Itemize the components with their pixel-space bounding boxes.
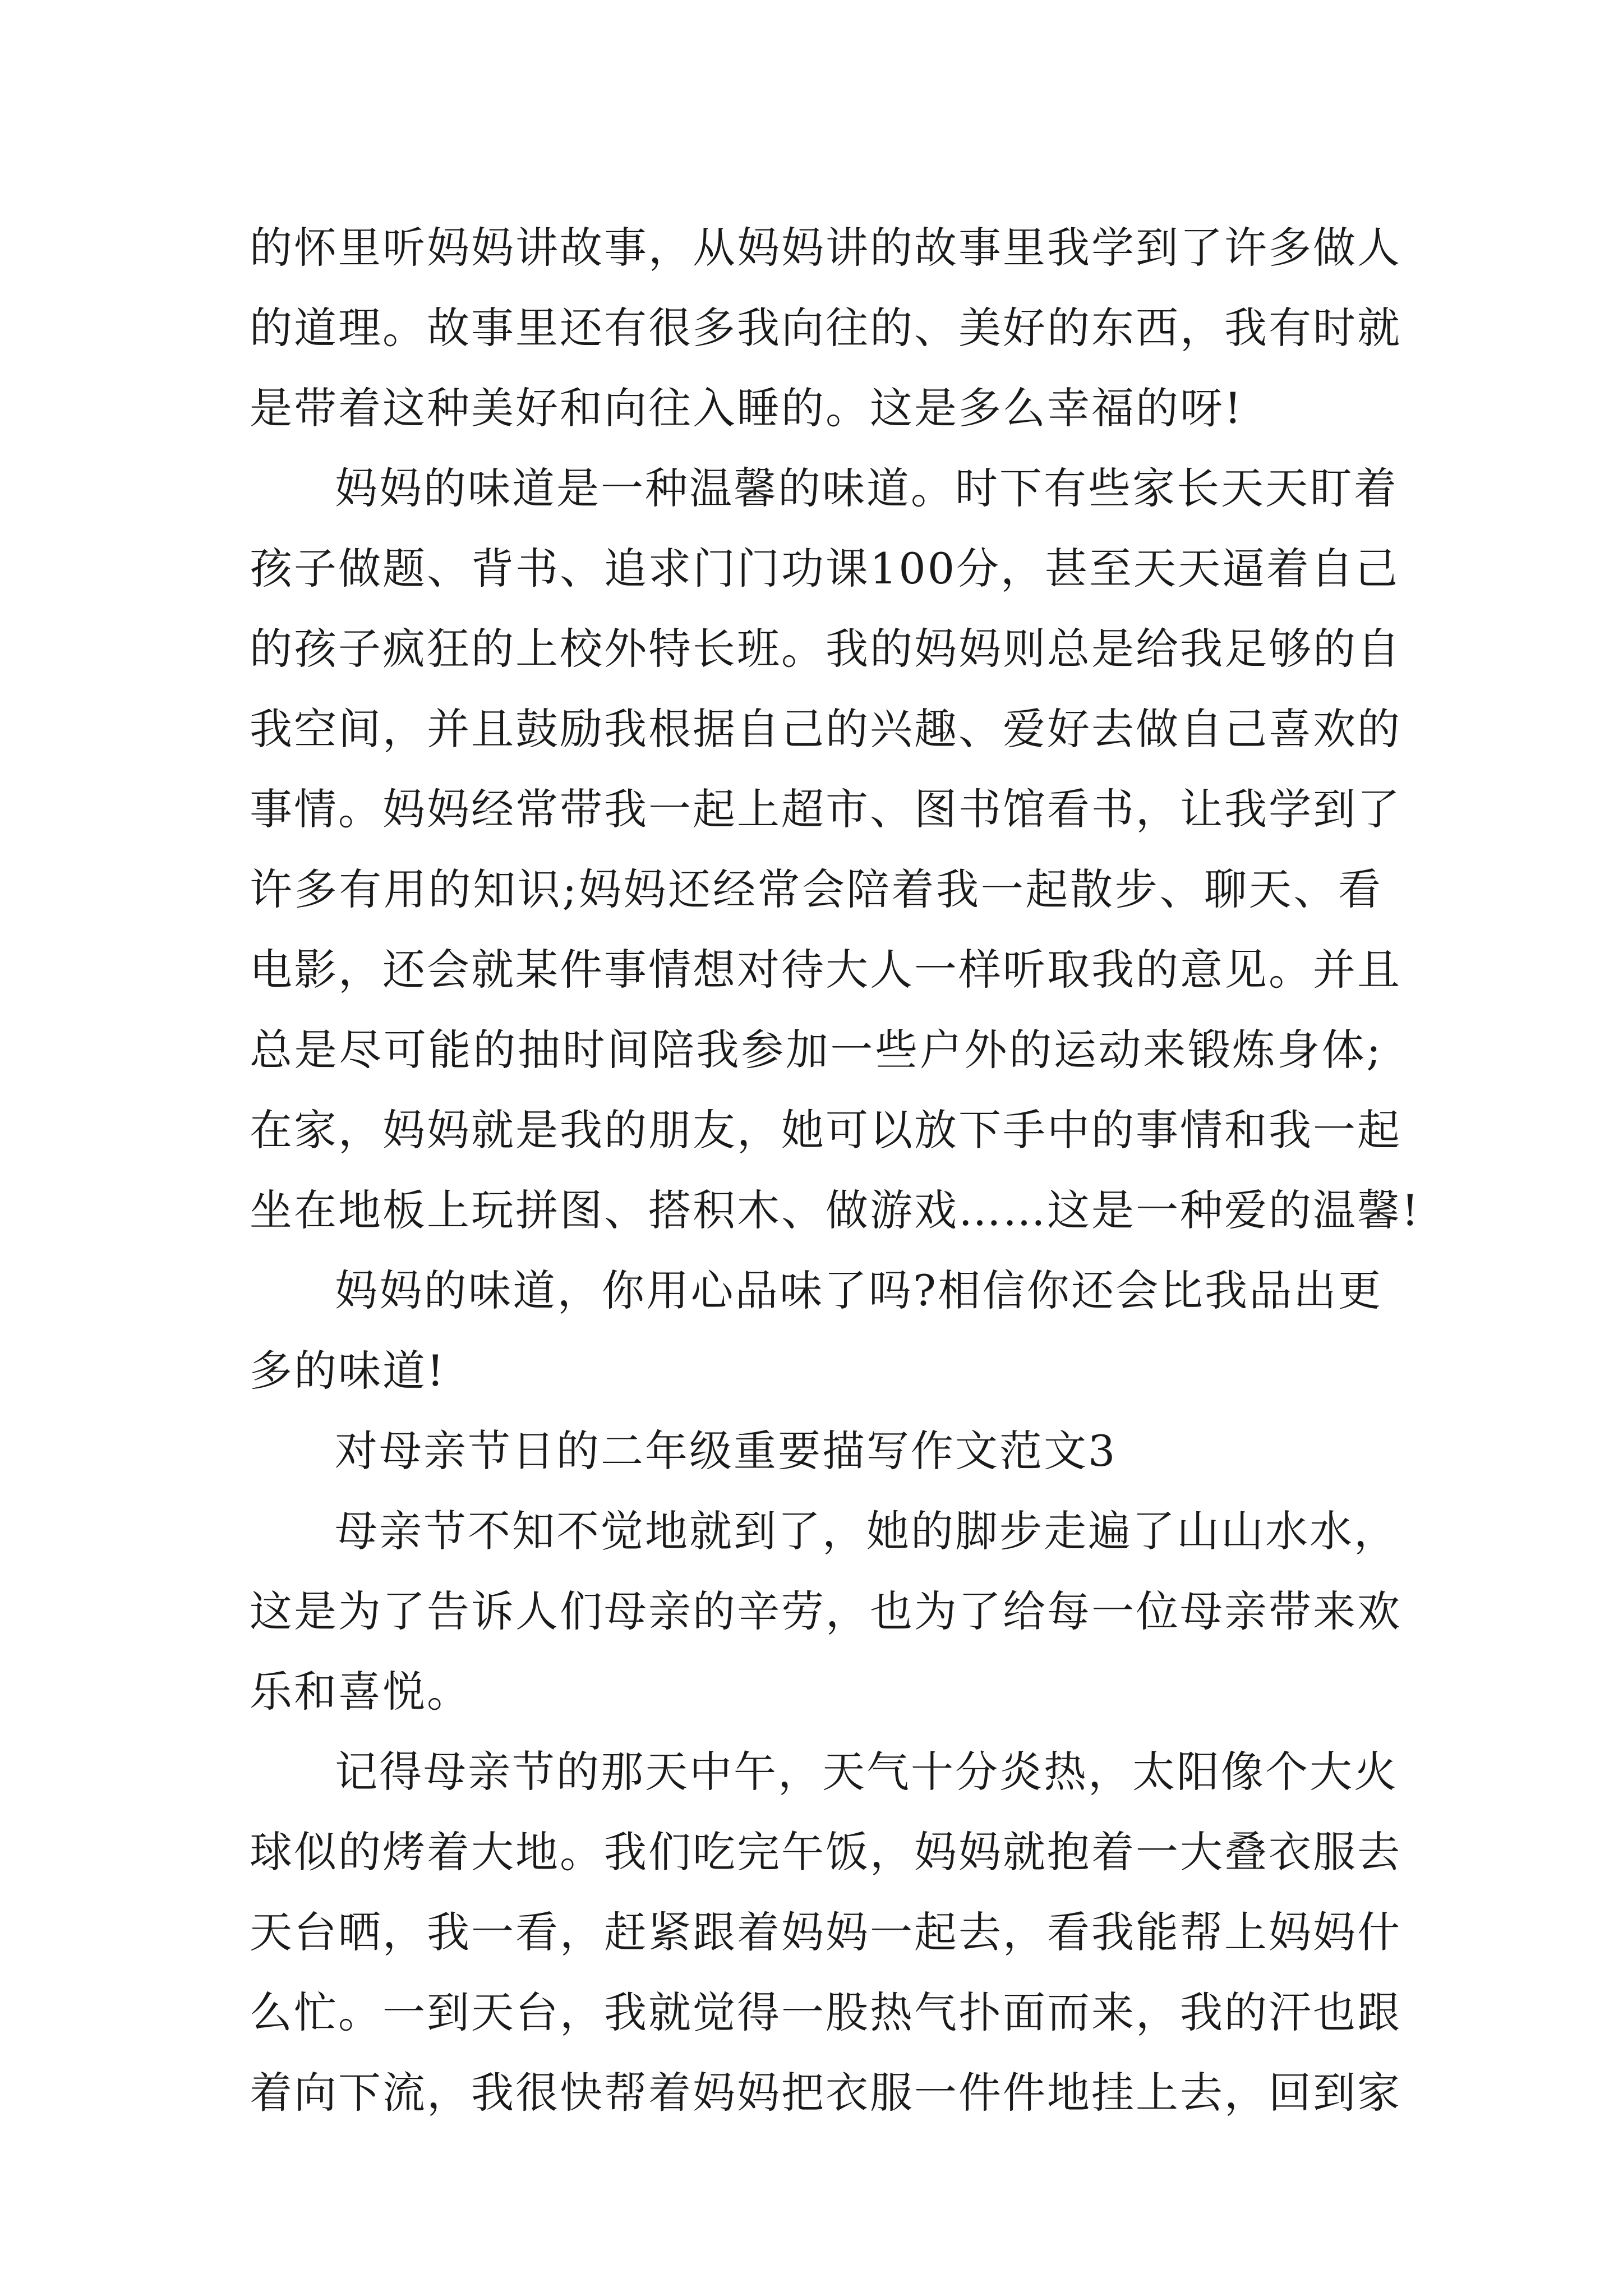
text-line: 天台晒，我一看，赶紧跟着妈妈一起去，看我能帮上妈妈什	[250, 1907, 1401, 1957]
text-line: 的怀里听妈妈讲故事，从妈妈讲的故事里我学到了许多做人	[250, 223, 1401, 273]
text-line: 着向下流，我很快帮着妈妈把衣服一件件地挂上去，回到家	[250, 2068, 1401, 2118]
text-line: 我空间，并且鼓励我根据自己的兴趣、爱好去做自己喜欢的	[250, 704, 1401, 754]
text-line: 在家，妈妈就是我的朋友，她可以放下手中的事情和我一起	[250, 1105, 1401, 1155]
text-line: 事情。妈妈经常带我一起上超市、图书馆看书，让我学到了	[250, 784, 1401, 834]
text-line: 乐和喜悦。	[250, 1667, 471, 1717]
text-line: 妈妈的味道，你用心品味了吗?相信你还会比我品出更	[335, 1266, 1382, 1315]
text-line: 妈妈的味道是一种温馨的味道。时下有些家长天天盯着	[335, 463, 1398, 513]
text-line: 的孩子疯狂的上校外特长班。我的妈妈则总是给我足够的自	[250, 624, 1401, 674]
text-line: 母亲节不知不觉地就到了，她的脚步走遍了山山水水，	[335, 1506, 1398, 1556]
text-line: 是带着这种美好和向往入睡的。这是多么幸福的呀!	[250, 383, 1243, 433]
text-line: 电影，还会就某件事情想对待大人一样听取我的意见。并且	[250, 945, 1401, 995]
text-line: 的道理。故事里还有很多我向往的、美好的东西，我有时就	[250, 303, 1401, 353]
text-line: 总是尽可能的抽时间陪我参加一些户外的运动来锻炼身体;	[250, 1025, 1382, 1075]
text-line: 么忙。一到天台，我就觉得一股热气扑面而来，我的汗也跟	[250, 1987, 1401, 2037]
text-line: 这是为了告诉人们母亲的辛劳，也为了给每一位母亲带来欢	[250, 1586, 1401, 1636]
text-line: 孩子做题、背书、追求门门功课100分，甚至天天逼着自己	[250, 544, 1400, 593]
text-line: 多的味道!	[250, 1346, 446, 1396]
text-line: 坐在地板上玩拼图、搭积木、做游戏……这是一种爱的温馨!	[250, 1185, 1421, 1235]
text-line: 对母亲节日的二年级重要描写作文范文3	[335, 1426, 1117, 1476]
text-line: 球似的烤着大地。我们吃完午饭，妈妈就抱着一大叠衣服去	[250, 1827, 1401, 1877]
text-line: 许多有用的知识;妈妈还经常会陪着我一起散步、聊天、看	[250, 864, 1382, 914]
text-line: 记得母亲节的那天中午，天气十分炎热，太阳像个大火	[335, 1747, 1398, 1797]
document-body	[250, 208, 1421, 2133]
